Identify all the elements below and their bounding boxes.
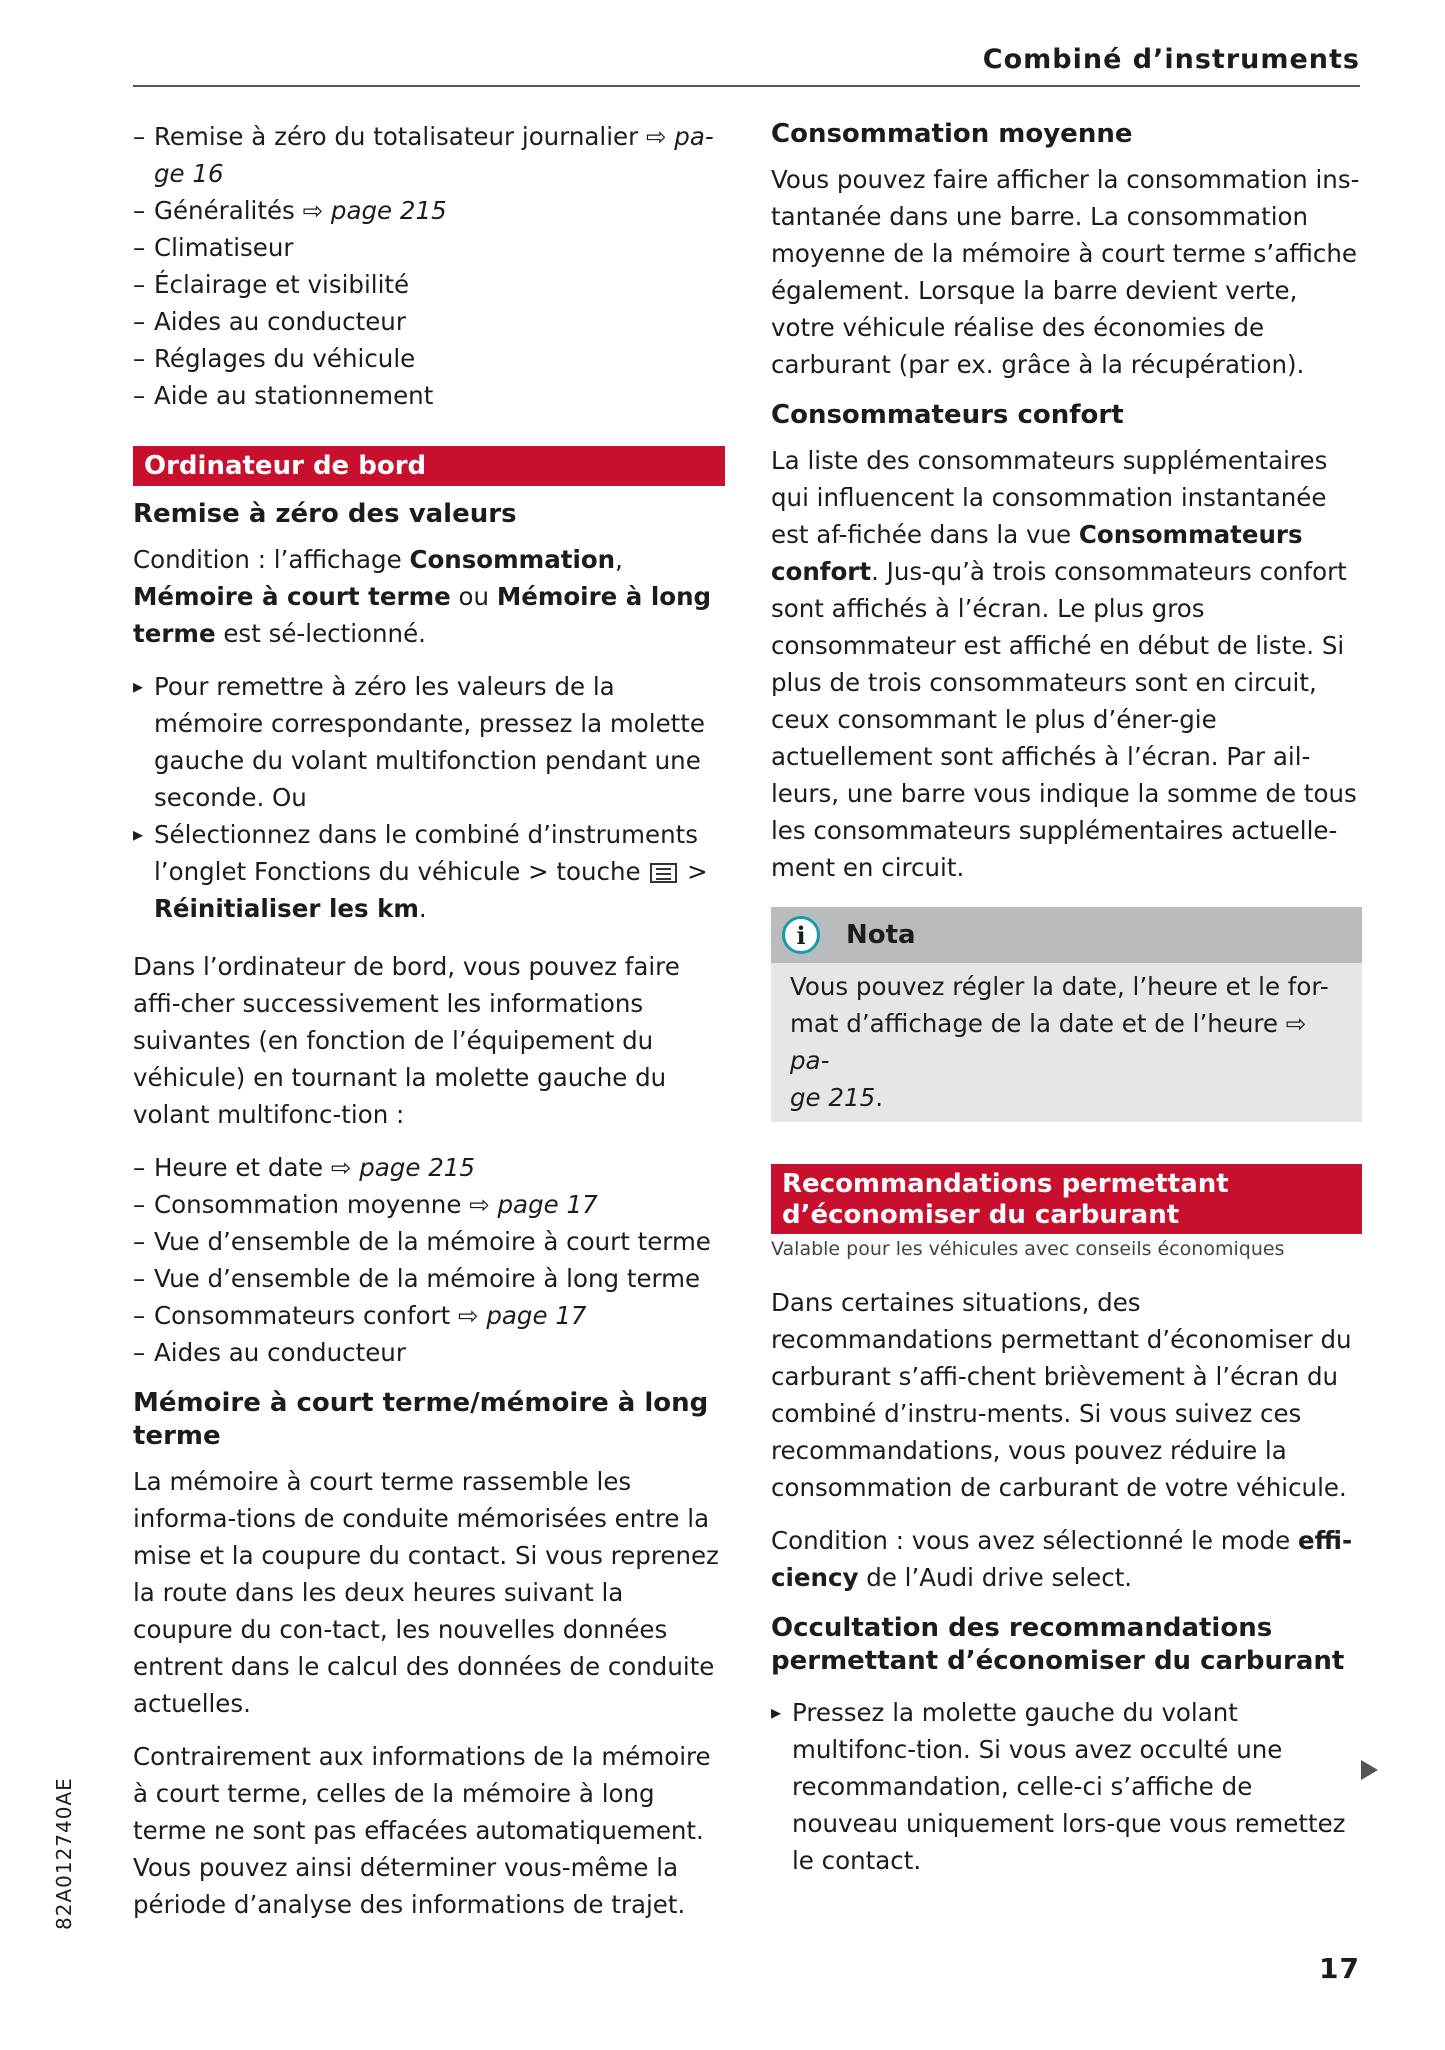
header-divider [133, 85, 1360, 87]
memory-paragraph-2: Contrairement aux informations de la mémoire à court terme, celles de la mémoire à long terme ne sont pas effacées automatiquement. Vous pouvez ainsi déterminer vous-même la période d’analyse des informations de trajet. [133, 1742, 711, 1919]
page-reference-link[interactable]: ⇨ pa- ge 215 [790, 1009, 1307, 1112]
memory-paragraph-1: La mémoire à court terme rassemble les informa-tions de conduite mémorisées entre la mise et la coupure du contact. Si vous reprenez la route dans les deux heures suivant la coupure du con-tact, les nouvelles données entrent dans le calcul des données de conduite actuelles. [133, 1467, 719, 1718]
list-item: – Heure et date ⇨ page 215 [133, 1149, 725, 1186]
list-item: – Consommateurs confort ⇨ page 17 [133, 1297, 725, 1334]
section-title-bar: Ordinateur de bord [133, 446, 725, 486]
validity-note: Valable pour les véhicules avec conseils économiques [771, 1238, 1285, 1260]
continue-arrow-icon [1361, 1760, 1378, 1780]
left-column [133, 118, 725, 1923]
steps-list [133, 668, 725, 927]
list-item: – Aides au conducteur [133, 1334, 725, 1371]
page-number: 17 [1319, 1952, 1360, 1985]
memory-heading: Mémoire à court terme/mémoire à long terme [133, 1388, 709, 1451]
note-box [771, 907, 1362, 1122]
list-item: – Réglages du véhicule [133, 340, 725, 377]
hide-heading: Occultation des recommandations permettant d’économiser du carburant [771, 1613, 1345, 1676]
page-reference-link[interactable]: ⇨ page 215 [330, 1153, 475, 1182]
list-item: – Vue d’ensemble de la mémoire à long terme [133, 1260, 725, 1297]
list-item: – Aide au stationnement [133, 377, 725, 414]
avg-consumption-paragraph: Vous pouvez faire afficher la consommation ins-tantanée dans une barre. La consommation moyenne de la mémoire à court terme s’affiche également. Lorsque la barre devient verte, votre véhicule réalise des économies de carburant (par ex. grâce à la récupération). [771, 165, 1360, 379]
list-item: – Remise à zéro du totalisateur journalier ⇨ pa- ge 16 [133, 118, 725, 192]
hide-steps-list [771, 1694, 1362, 1879]
recommendations-title-bar: Recommandations permettant d’économiser du carburant [771, 1164, 1362, 1234]
step-item: ▸ Pour remettre à zéro les valeurs de la mémoire correspondante, pressez la molette gauche du volant multifonction pendant une seconde. Ou [133, 668, 725, 816]
condition-paragraph: Condition : l’affichage Consommation, Mémoire à court terme ou Mémoire à long terme est sé-lectionné. [133, 545, 712, 648]
recommendations-condition: Condition : vous avez sélectionné le mode effi-ciency de l’Audi drive select. [771, 1526, 1353, 1592]
list-item: – Éclairage et visibilité [133, 266, 725, 303]
note-text: Vous pouvez régler la date, l’heure et le for-mat d’affichage de la date et de l’heure ⇨ pa- ge 215. [790, 972, 1329, 1112]
list-item: – Aides au conducteur [133, 303, 725, 340]
note-title: Nota [846, 919, 916, 950]
page-reference-link[interactable]: ⇨ page 17 [458, 1301, 587, 1330]
menu-list-icon [650, 863, 677, 883]
list-item: – Climatiseur [133, 229, 725, 266]
document-code: 82A012740AE [52, 1777, 76, 1930]
comfort-paragraph: La liste des consommateurs supplémentaires qui influencent la consommation instantanée est af-fichée dans la vue Consommateurs confort. Jus-qu’à trois consommateurs confort sont affichés à l’écran. Le plus gros consommateur est affiché en début de liste. Si plus de trois consommateurs sont en circuit, ceux consommant le plus d’éner-gie actuellement sont affichés à l’écran. Par ail-leurs, une barre vous indique la somme de tous les consommateurs supplémentaires actuelle-ment en circuit. [771, 446, 1357, 882]
page-reference-link[interactable]: ⇨ pa- ge 16 [154, 122, 714, 188]
note-header [771, 907, 1362, 963]
list-item: – Généralités ⇨ page 215 [133, 192, 725, 229]
list-item: – Vue d’ensemble de la mémoire à court terme [133, 1223, 725, 1260]
recommendations-paragraph: Dans certaines situations, des recommandations permettant d’économiser du carburant s’affi-chent brièvement à l’écran du combiné d’instru-ments. Si vous suivez ces recommandations, vous pouvez réduire la consommation de carburant de votre véhicule. [771, 1288, 1352, 1502]
right-column [771, 118, 1362, 1879]
page-reference-link[interactable]: ⇨ page 17 [469, 1190, 598, 1219]
page-reference-link[interactable]: ⇨ page 215 [302, 196, 447, 225]
list-item: – Consommation moyenne ⇨ page 17 [133, 1186, 725, 1223]
info-icon: i [782, 916, 820, 954]
menu-list [133, 118, 725, 414]
comfort-heading: Consommateurs confort [771, 400, 1124, 430]
page-header-title: Combiné d’instruments [982, 44, 1360, 75]
reset-heading: Remise à zéro des valeurs [133, 499, 517, 529]
step-item: ▸ Pressez la molette gauche du volant multifonc-tion. Si vous avez occulté une recommandation, celle-ci s’affiche de nouveau uniquement lors-que vous remettez le contact. [771, 1694, 1362, 1879]
step-item: ▸ Sélectionnez dans le combiné d’instruments l’onglet Fonctions du véhicule > touche > Réinitialiser les km. [133, 816, 725, 927]
intro-paragraph: Dans l’ordinateur de bord, vous pouvez faire affi-cher successivement les informations suivantes (en fonction de l’équipement du véhicule) en tournant la molette gauche du volant multifonc-tion : [133, 952, 680, 1129]
info-list [133, 1149, 725, 1371]
avg-consumption-heading: Consommation moyenne [771, 119, 1133, 149]
